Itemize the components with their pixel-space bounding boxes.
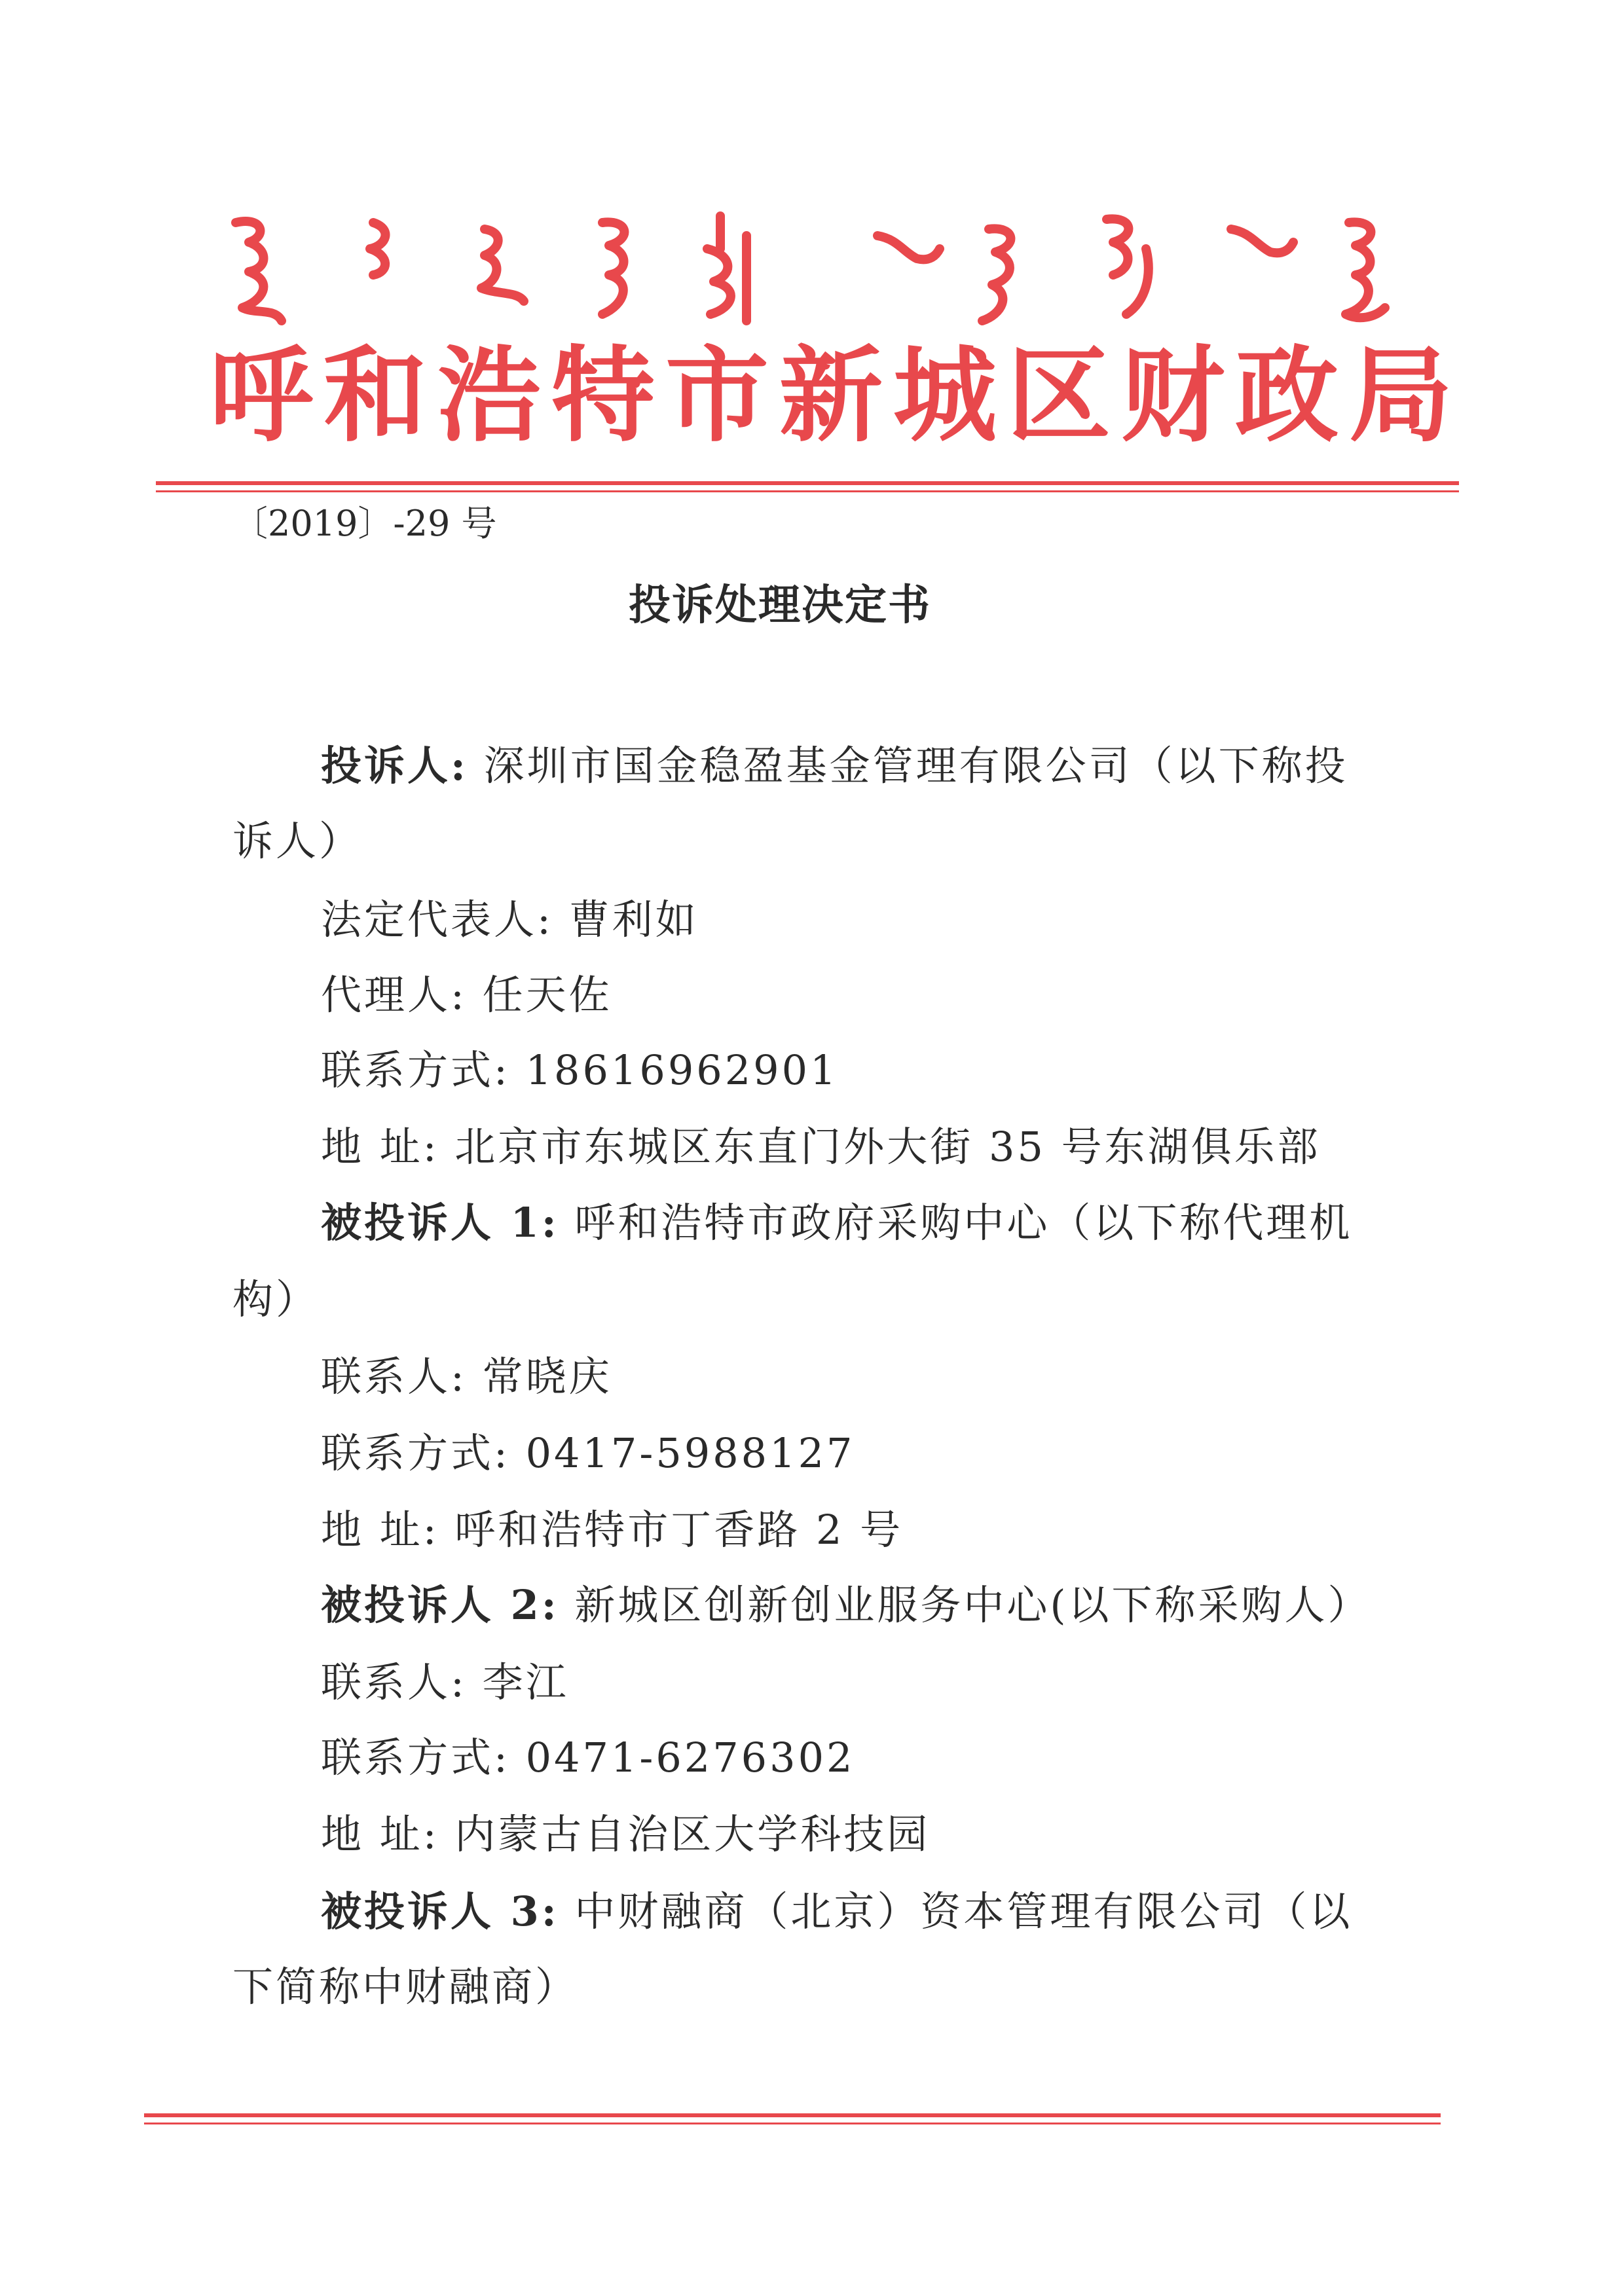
- document-number: 〔2019〕-29 号: [232, 503, 497, 544]
- respondent2-name: 新城区创新创业服务中心(以下称采购人）: [574, 1581, 1371, 1629]
- respondent1-name: 呼和浩特市政府采购中心（以下称代理机: [574, 1199, 1353, 1247]
- respondent2-label: 被投诉人 2:: [321, 1581, 559, 1629]
- complainant-line: [321, 740, 1348, 792]
- respondent1-contact-person: 联系人: 常晓庆: [321, 1353, 612, 1400]
- respondent2-contact-person: 联系人: 李江: [321, 1658, 569, 1706]
- complainant-name-cont: 诉人）: [232, 817, 363, 865]
- respondent2-address: 地 址: 内蒙古自治区大学科技园: [321, 1810, 931, 1858]
- complainant-legal-rep: 法定代表人: 曹利如: [321, 896, 699, 943]
- footer-rule-thin: [144, 2123, 1441, 2124]
- complainant-contact: 联系方式: 18616962901: [321, 1046, 839, 1094]
- complainant-name: 深圳市国金稳盈基金管理有限公司（以下称投: [483, 742, 1348, 790]
- respondent1-label: 被投诉人 1:: [321, 1199, 559, 1247]
- respondent1-line: [321, 1197, 1352, 1249]
- respondent1-contact: 联系方式: 0417-5988127: [321, 1429, 855, 1477]
- complainant-agent: 代理人: 任天佐: [321, 971, 612, 1019]
- document-title: 投诉处理决定书: [629, 581, 931, 630]
- respondent3-line: [321, 1886, 1352, 1938]
- respondent3-label: 被投诉人 3:: [321, 1887, 559, 1935]
- respondent3-name: 中财融商（北京）资本管理有限公司（以: [574, 1887, 1353, 1935]
- complainant-label: 投诉人:: [321, 742, 468, 790]
- respondent2-contact: 联系方式: 0471-6276302: [321, 1734, 855, 1781]
- org-name: 呼和浩特市新城区财政局: [210, 336, 1463, 456]
- respondent1-address: 地 址: 呼和浩特市丁香路 2 号: [321, 1506, 904, 1554]
- header-rule-thin: [156, 490, 1459, 492]
- mongolian-script-header: [223, 210, 1401, 327]
- header-rule-thick: [156, 481, 1459, 485]
- respondent1-name-cont: 构）: [232, 1275, 320, 1323]
- respondent3-name-cont: 下简称中财融商）: [232, 1963, 579, 2011]
- complainant-address: 地 址: 北京市东城区东直门外大街 35 号东湖俱乐部: [321, 1123, 1321, 1171]
- footer-rule-thick: [144, 2113, 1441, 2117]
- respondent2-line: [321, 1579, 1371, 1631]
